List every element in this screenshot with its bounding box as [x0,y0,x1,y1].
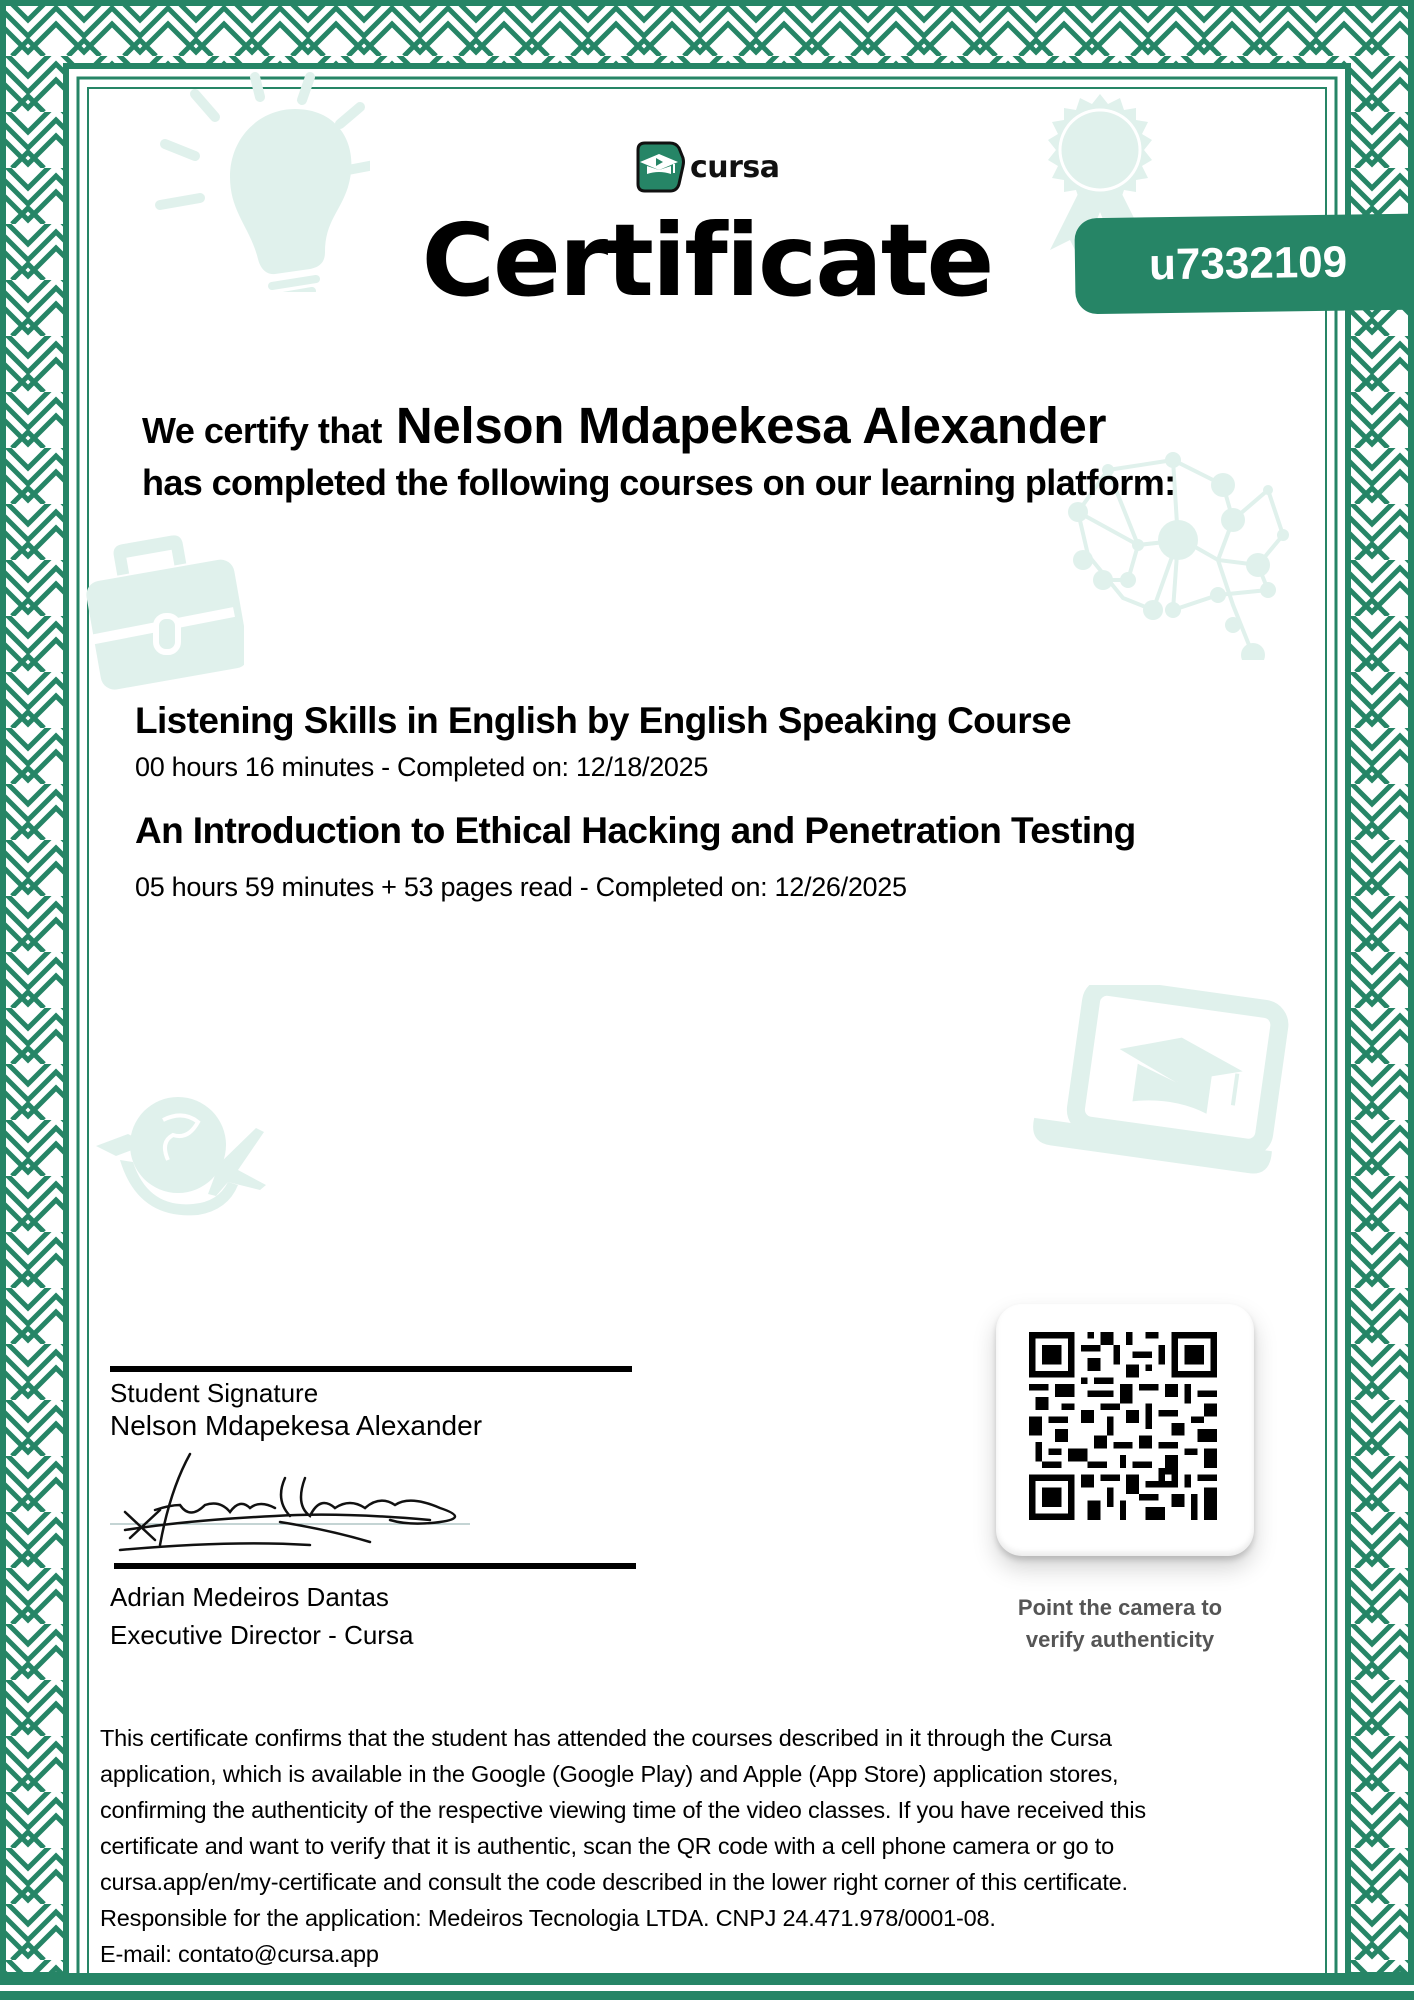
briefcase-icon [84,530,244,690]
graduation-cap-play-icon [632,140,686,194]
student-name: Nelson Mdapekesa Alexander [395,397,1107,454]
disclaimer-line: cursa.app/en/my-certificate and consult the code described in the lower right corner of this certificate. [100,1869,1128,1895]
brand-name: cursa [690,149,780,185]
disclaimer-line: Responsible for the application: Medeiros Tecnologia LTDA. CNPJ 24.471.978/0001-08. [100,1905,996,1931]
page-title: Certificate [421,202,993,319]
globe-airplane-icon [88,1090,268,1230]
disclaimer-line: certificate and want to verify that it is authentic, scan the QR code with a cell phone camera or go to [100,1833,1114,1859]
qr-caption [980,1592,1260,1656]
course-meta: 00 hours 16 minutes - Completed on: 12/18/2025 [135,752,709,782]
certify-prefix: We certify that [142,410,382,451]
course-title: An Introduction to Ethical Hacking and Penetration Testing [135,810,1136,851]
director-role: Executive Director - Cursa [110,1620,414,1650]
disclaimer-line: confirming the authenticity of the respective viewing time of the video classes. If you have received this [100,1797,1146,1823]
brand-logo [632,140,780,194]
disclaimer-email: E-mail: contato@cursa.app [100,1941,379,1967]
disclaimer-line: This certificate confirms that the student has attended the courses described in it through the Cursa [100,1725,1112,1751]
qr-code-card[interactable] [996,1304,1254,1556]
student-signature-line [110,1366,632,1372]
course-title: Listening Skills in English by English Speaking Course [135,700,1071,741]
certificate-disclaimer [100,1720,1320,1972]
certificate-code-badge [1074,214,1414,315]
laptop-graduation-icon [1030,985,1290,1185]
director-signature [110,1450,510,1560]
student-signature-name: Nelson Mdapekesa Alexander [110,1410,483,1441]
course-meta: 05 hours 59 minutes + 53 pages read - Completed on: 12/26/2025 [135,872,907,902]
qr-code[interactable] [1029,1332,1217,1520]
certificate-code: u7332109 [1148,237,1348,290]
disclaimer-line: application, which is available in the Google (Google Play) and Apple (App Store) application stores, [100,1761,1119,1787]
director-signature-line [114,1563,636,1569]
completed-statement: has completed the following courses on our learning platform: [142,462,1176,503]
certify-statement [142,396,1106,455]
qr-caption-line: verify authenticity [1025,1627,1215,1652]
qr-caption-line: Point the camera to [1017,1595,1223,1620]
director-name: Adrian Medeiros Dantas [110,1582,389,1612]
student-signature-label: Student Signature [110,1378,319,1408]
